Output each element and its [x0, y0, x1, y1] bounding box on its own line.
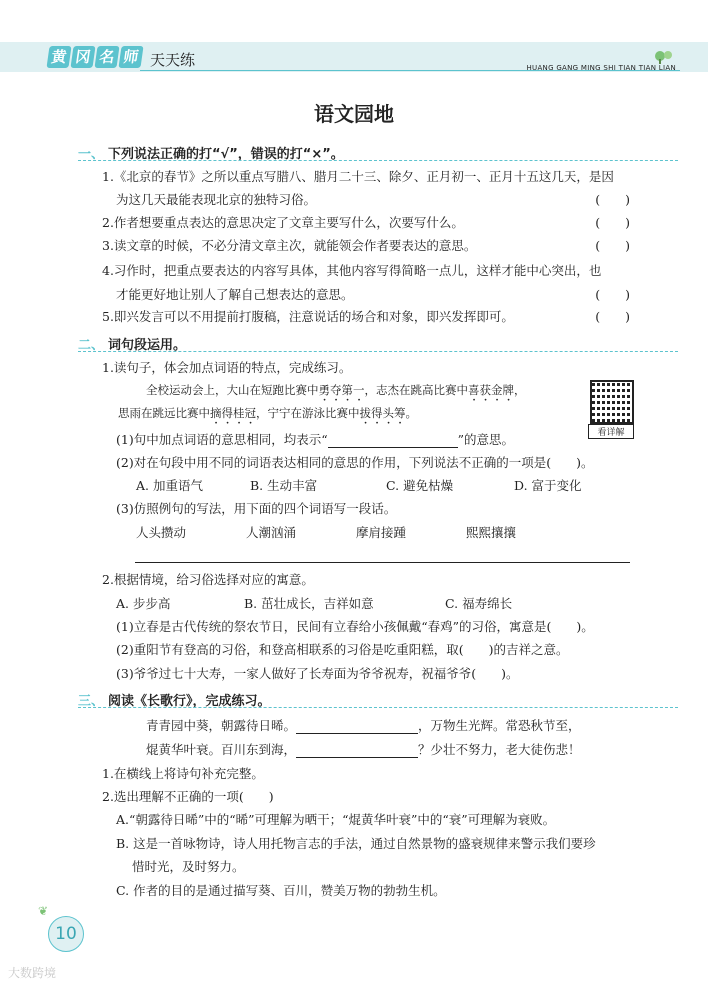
answer-paren[interactable]: ( ) [595, 215, 630, 230]
option-c: C. 福寿绵长 [445, 596, 513, 611]
option-b: B. 这是一首咏物诗，诗人用托物言志的手法，通过自然景物的盛衰规律来警示我们要珍 [116, 836, 596, 851]
section-title: 下列说法正确的打“√”，错误的打“×”。 [108, 147, 344, 162]
brand-char: 师 [118, 46, 143, 68]
option-c[interactable]: C. 避免枯燥 [386, 478, 454, 493]
question-2-2: 2.根据情境，给习俗选择对应的寓意。 [102, 572, 314, 587]
header-pinyin: HUANG GANG MING SHI TIAN TIAN LIAN [526, 64, 676, 72]
section-title: 词句段运用。 [108, 338, 187, 353]
section-number: 二、 [78, 338, 105, 353]
passage-text: ， [514, 383, 526, 397]
sub-question-text: (1)句中加点词语的意思相同，均表示“ [116, 432, 328, 447]
passage-text: 思雨在跳远比赛中 [118, 406, 210, 420]
fill-blank[interactable] [296, 745, 418, 758]
word-2: 人潮汹涌 [246, 525, 297, 540]
page-number: 10 [48, 916, 84, 952]
qr-code-icon[interactable] [590, 380, 634, 424]
option-a[interactable]: A. 加重语气 [136, 478, 203, 493]
option-c: C. 作者的目的是通过描写葵、百川，赞美万物的勃勃生机。 [116, 883, 446, 898]
page-title: 语文园地 [314, 102, 394, 126]
sub-question-text: ”的意思。 [457, 432, 514, 447]
leaf-icon: ❦ [38, 904, 49, 918]
watermark: 大数跨境 [8, 966, 57, 980]
option-a: A.“朝露待日晞”中的“晞”可理解为晒干；“焜黄华叶衰”中的“衰”可理解为衰败。 [116, 812, 556, 827]
word-3: 摩肩接踵 [356, 525, 407, 540]
question-1-4: 4.习作时，把重点要表达的内容写具体，其他内容写得简略一点儿，这样才能中心突出，也 [102, 263, 602, 278]
question-2-1: 1.读句子，体会加点词语的特点，完成练习。 [102, 360, 352, 375]
question-3-2: 2.选出理解不正确的一项( ) [102, 789, 274, 804]
fill-blank[interactable] [328, 435, 458, 448]
passage-text: ，宁宁在游泳比赛中 [256, 406, 360, 420]
word-4: 熙熙攘攘 [466, 525, 517, 540]
option-d[interactable]: D. 富于变化 [514, 478, 582, 493]
passage-line-1 [146, 382, 526, 404]
sub-question-3: (3)爷爷过七十大寿，一家人做好了长寿面为爷爷祝寿，祝福爷爷( )。 [116, 666, 519, 681]
option-a: A. 步步高 [116, 596, 171, 611]
section-divider [78, 160, 678, 161]
series-name: 天天练 [150, 51, 196, 69]
qr-label[interactable]: 看详解 [588, 424, 634, 439]
brand-char: 名 [94, 46, 119, 68]
sub-question-3: (3)仿照例句的写法，用下面的四个词语写一段话。 [116, 501, 397, 516]
passage-text: 。 [405, 406, 417, 420]
poem-line-2 [146, 740, 581, 758]
dotted-word: 拔得头筹 [359, 406, 406, 420]
question-1-1-cont: 为这几天最能表现北京的独特习俗。 [116, 192, 317, 207]
dotted-word: 勇夺第一 [318, 383, 365, 397]
question-1-1: 1.《北京的春节》之所以重点写腊八、腊月二十三、除夕、正月初一、正月十五这几天，是因 [102, 169, 614, 184]
sub-question-1 [116, 430, 514, 448]
option-b-cont: 惜时光，及时努力。 [132, 859, 245, 874]
brand-char: 黄 [46, 46, 71, 68]
question-1-3: 3.读文章的时候，不必分清文章主次，就能领会作者要表达的意思。 [102, 238, 477, 253]
section-title: 阅读《长歌行》，完成练习。 [108, 694, 271, 709]
word-1: 人头攒动 [136, 525, 187, 540]
passage-text: 全校运动会上，大山在短跑比赛中 [146, 383, 319, 397]
dotted-word: 摘得桂冠 [210, 406, 256, 420]
option-b: B. 茁壮成长，吉祥如意 [244, 596, 374, 611]
poem-text: ，万物生光辉。常恐秋节至， [418, 718, 581, 733]
answer-paren[interactable]: ( ) [595, 287, 630, 302]
fill-blank[interactable] [296, 721, 418, 734]
answer-paren[interactable]: ( ) [595, 192, 630, 207]
poem-line-1 [146, 716, 581, 734]
passage-line-2 [118, 405, 417, 427]
section-number: 一、 [78, 147, 105, 162]
question-1-4-cont: 才能更好地让别人了解自己想表达的意思。 [116, 287, 354, 302]
section-number: 三、 [78, 694, 105, 709]
answer-paren[interactable]: ( ) [595, 238, 630, 253]
brand-logo [48, 46, 144, 68]
answer-paren[interactable]: ( ) [595, 309, 630, 324]
question-3-1: 1.在横线上将诗句补充完整。 [102, 766, 264, 781]
sub-question-2: (2)对在句段中用不同的词语表达相同的意思的作用，下列说法不正确的一项是( )。 [116, 455, 594, 470]
sub-question-2: (2)重阳节有登高的习俗，和登高相联系的习俗是吃重阳糕，取( )的吉祥之意。 [116, 642, 569, 657]
option-b[interactable]: B. 生动丰富 [250, 478, 318, 493]
dotted-word: 喜获金牌 [468, 383, 514, 397]
brand-char: 冈 [70, 46, 95, 68]
question-1-2: 2.作者想要重点表达的意思决定了文章主要写什么，次要写什么。 [102, 215, 464, 230]
question-1-5: 5.即兴发言可以不用提前打腹稿，注意说话的场合和对象，即兴发挥即可。 [102, 309, 514, 324]
writing-line[interactable] [135, 562, 630, 563]
section-divider [78, 351, 678, 352]
section-divider [78, 707, 678, 708]
poem-text: 青青园中葵，朝露待日晞。 [146, 718, 297, 733]
tree-icon [652, 50, 676, 64]
poem-text: 焜黄华叶衰。百川东到海， [146, 742, 297, 757]
poem-text: ？少壮不努力，老大徒伤悲！ [418, 742, 581, 757]
passage-text: ，志杰在跳高比赛中 [364, 383, 468, 397]
sub-question-1: (1)立春是古代传统的祭农节日，民间有立春给小孩佩戴“春鸡”的习俗，寓意是( )。 [116, 619, 594, 634]
